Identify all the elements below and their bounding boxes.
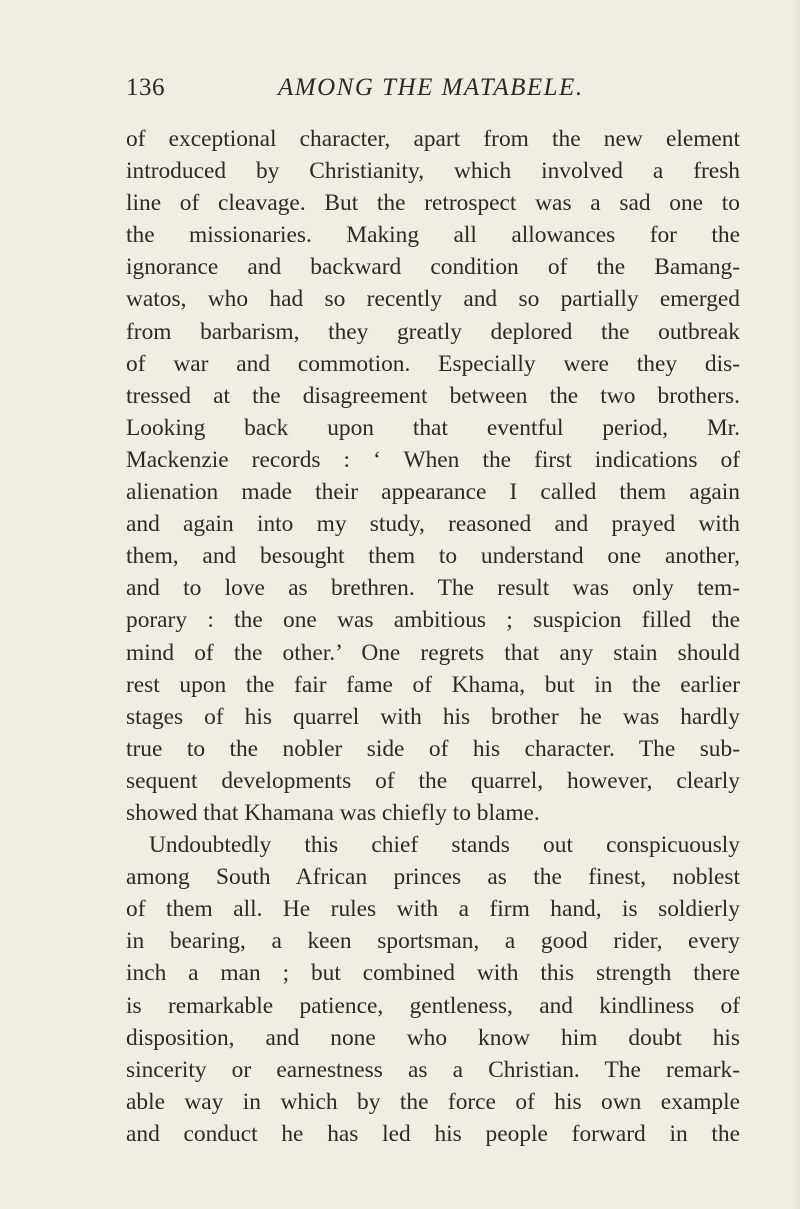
text-line: of exceptional character, apart from the new element [126,126,740,152]
text-line: porary : the one was ambitious ; suspicion filled the [126,607,740,634]
text-line: mind of the other.’ One regrets that any stain should [126,639,740,666]
text-line: in bearing, a keen sportsman, a good rider, every [126,928,740,955]
text-line: among South African princes as the finest, noblest [126,864,740,891]
running-head: AMONG THE MATABELE. [278,74,584,101]
text-line: and conduct he has led his people forward in the [126,1120,740,1147]
text-line: disposition, and none who know him doubt his [126,1024,740,1051]
text-line: of them all. He rules with a firm hand, is soldierly [126,896,740,923]
text-line: inch a man ; but combined with this strength there [126,960,740,987]
text-line: Looking back upon that eventful period, Mr. [126,414,740,441]
text-line: alienation made their appearance I called them again [126,479,740,506]
text-line: tressed at the disagreement between the two brothers. [126,382,740,409]
text-line: showed that Khamana was chiefly to blame. [126,799,540,826]
text-line: stages of his quarrel with his brother he was hardly [126,703,740,730]
body-text [126,123,740,1150]
text-line: watos, who had so recently and so partially emerged [126,286,740,313]
page-edge-shadow [792,0,800,1209]
text-line: line of cleavage. But the retrospect was a sad one to [126,190,740,217]
text-line: Undoubtedly this chief stands out conspicuously [149,832,740,859]
text-line: the missionaries. Making all allowances for the [126,222,740,249]
text-line: is remarkable patience, gentleness, and kindliness of [126,992,740,1019]
text-line: and again into my study, reasoned and prayed with [126,511,740,538]
text-line: true to the nobler side of his character. The sub- [126,735,740,762]
text-line: rest upon the fair fame of Khama, but in the earlier [126,671,740,698]
text-line: of war and commotion. Especially were they dis- [126,350,740,377]
text-line: sincerity or earnestness as a Christian. The remark- [126,1056,740,1083]
text-line: ignorance and backward condition of the Bamang- [126,254,740,281]
page-header [126,74,740,108]
text-line: them, and besought them to understand one another, [126,543,740,570]
text-line: Mackenzie records : ‘ When the first indications of [126,446,740,473]
text-line: from barbarism, they greatly deplored the outbreak [126,318,740,345]
text-line: introduced by Christianity, which involved a fresh [126,158,740,185]
page-number: 136 [126,74,165,101]
text-line: sequent developments of the quarrel, however, clearly [126,767,740,794]
text-line: able way in which by the force of his own example [126,1088,740,1115]
text-line: and to love as brethren. The result was only tem- [126,575,740,602]
